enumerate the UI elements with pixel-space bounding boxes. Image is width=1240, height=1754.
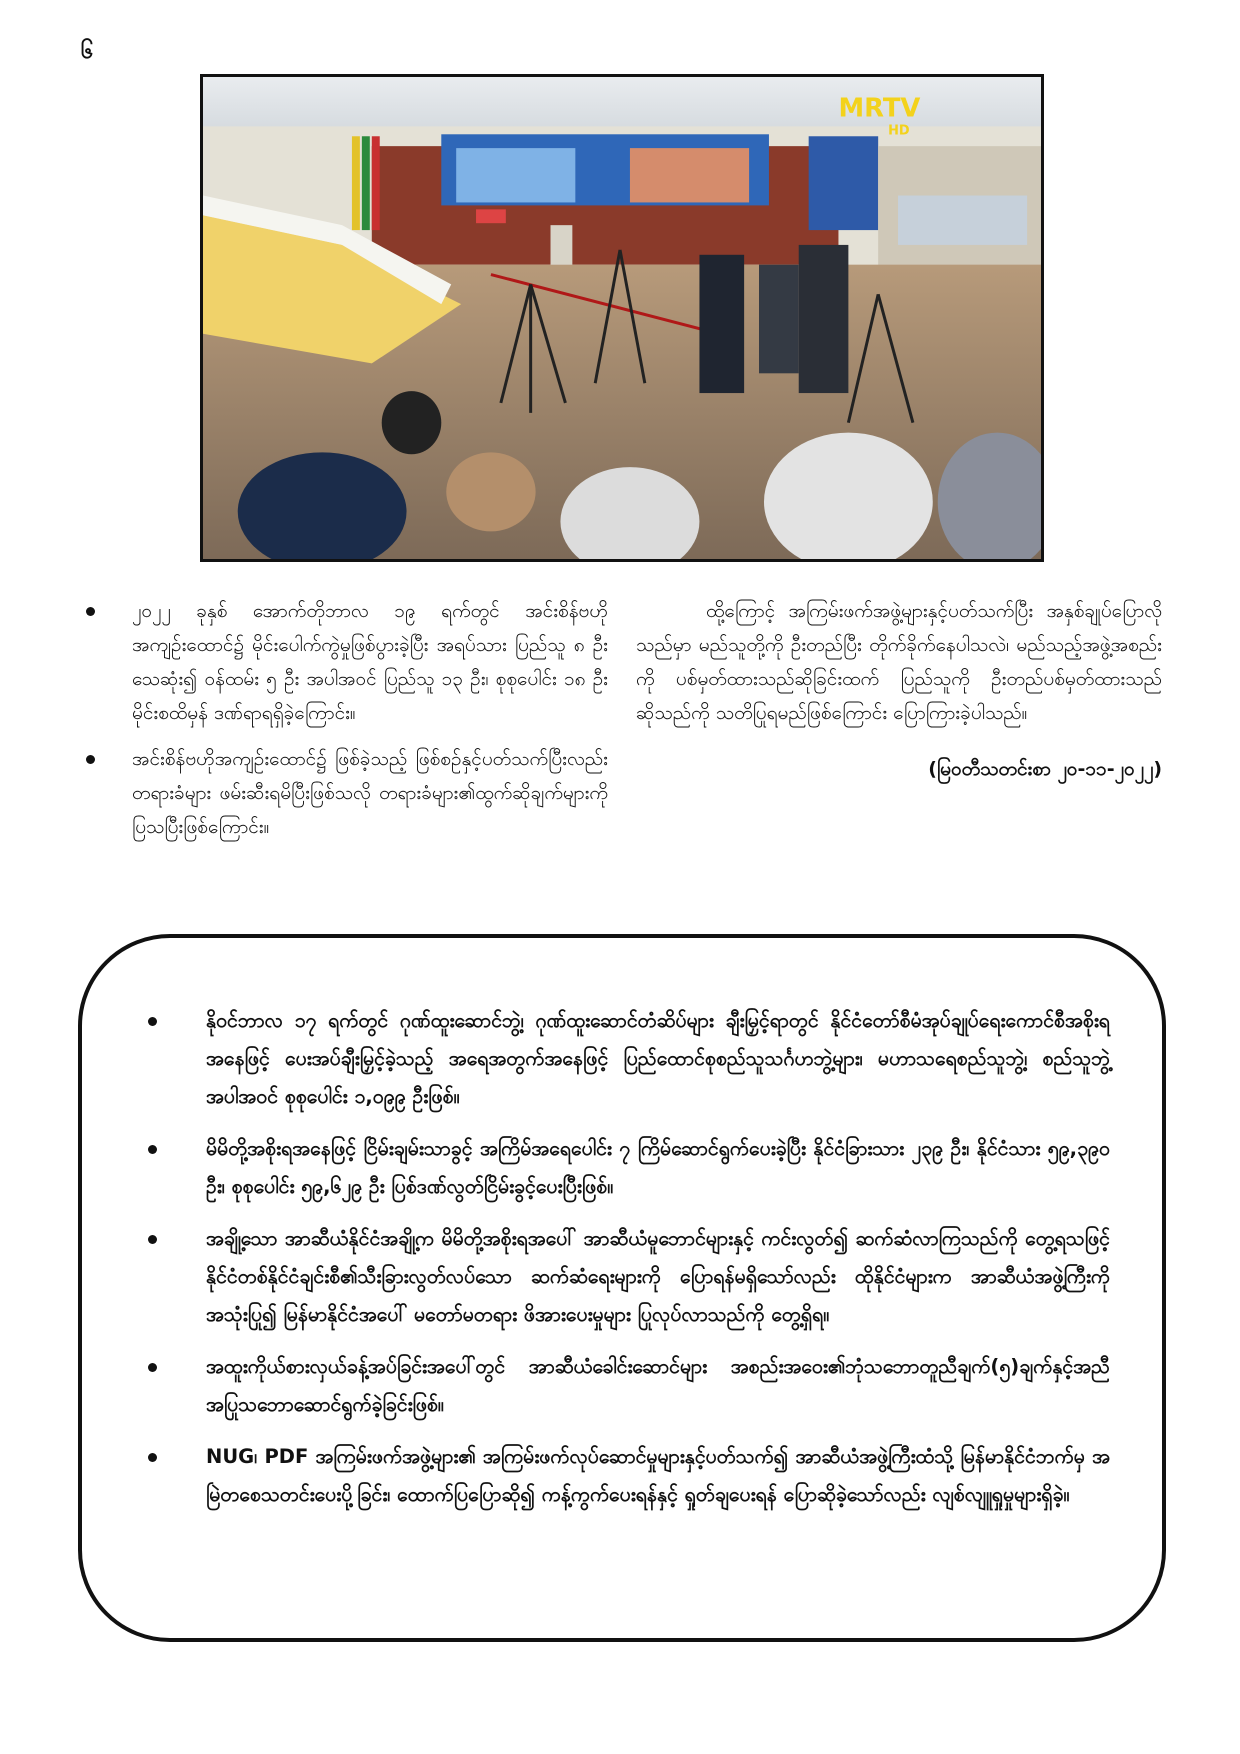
conference-photo (200, 74, 1044, 562)
left-column (80, 594, 608, 856)
bullet-dot-icon (148, 1453, 157, 1462)
summary-bullet-list (82, 938, 1162, 1514)
hd-watermark: HD (888, 123, 910, 139)
bullet-dot-icon (148, 1017, 157, 1026)
bullet-dot-icon (86, 755, 95, 764)
left-bullet-item (80, 742, 608, 844)
summary-bullet-item (146, 1438, 1110, 1514)
bullet-dot-icon (148, 1145, 157, 1154)
summary-bullet-text: NUG၊ PDF အကြမ်းဖက်အဖွဲ့များ၏ အကြမ်းဖက်လုပ်ဆောင်မှုများနှင့်ပတ်သက်၍ အာဆီယံအဖွဲ့ကြီးထံသို့ မြန်မာနိုင်ငံဘက်မှ အမြဲတစေသတင်းပေးပို့ခြင်း၊ ထောက်ပြပြောဆို၍ ကန့်ကွက်ပေးရန်နှင့် ရှုတ်ချပေးရန် ပြောဆိုခဲ့သော်လည်း လျစ်လျူရှုမှုများရှိခဲ့။ (206, 1445, 1110, 1506)
right-column (636, 594, 1162, 786)
source-citation: (မြဝတီသတင်းစာ ၂၀-၁၁-၂၀၂၂) (928, 758, 1162, 780)
mrtv-watermark: MRTV (838, 93, 921, 124)
conference-photo-illustration (203, 77, 1041, 559)
left-bullet-list (80, 594, 608, 844)
summary-bullet-item (146, 1220, 1110, 1334)
summary-box (78, 934, 1166, 1642)
summary-bullet-item (146, 1002, 1110, 1116)
summary-bullet-text: နိုဝင်ဘာလ ၁၇ ရက်တွင် ဂုဏ်ထူးဆောင်ဘွဲ့၊ ဂုဏ်ထူးဆောင်တံဆိပ်များ ချီးမြှင့်ရာတွင် နိုင်ငံတော်စီမံအုပ်ချုပ်ရေးကောင်စီအစိုးရအနေဖြင့် ပေးအပ်ချီးမြှင့်ခဲ့သည့် အရေအတွက်အနေဖြင့် ပြည်ထောင်စုစည်သူသင်္ဂဟဘွဲ့များ၊ မဟာသရေစည်သူဘွဲ့၊ စည်သူဘွဲ့အပါအဝင် စုစုပေါင်း ၁,၀၉၉ ဦးဖြစ်။ (206, 1009, 1110, 1108)
summary-bullet-text: မိမိတို့အစိုးရအနေဖြင့် ငြိမ်းချမ်းသာခွင့် အကြိမ်အရေပေါင်း ၇ ကြိမ်ဆောင်ရွက်ပေးခဲ့ပြီး နိုင်ငံခြားသား ၂၃၉ ဦး၊ နိုင်ငံသား ၅၉,၃၉၀ ဦး၊ စုစုပေါင်း ၅၉,၆၂၉ ဦး ပြစ်ဒဏ်လွတ်ငြိမ်းခွင့်ပေးပြီးဖြစ်။ (206, 1137, 1110, 1198)
summary-bullet-text: အထူးကိုယ်စားလှယ်ခန့်အပ်ခြင်းအပေါ်တွင် အာဆီယံခေါင်းဆောင်များ အစည်းအဝေး၏ဘုံသဘောတူညီချက်(၅)ချက်နှင့်အညီ အပြုသဘောဆောင်ရွက်ခဲ့ခြင်းဖြစ်။ (206, 1355, 1110, 1416)
left-bullet-item (80, 594, 608, 730)
bullet-dot-icon (148, 1235, 157, 1244)
summary-bullet-text: အချို့သော အာဆီယံနိုင်ငံအချို့က မိမိတို့အစိုးရအပေါ် အာဆီယံမူဘောင်များနှင့် ကင်းလွတ်၍ ဆက်ဆံလာကြသည်ကို တွေ့ရသဖြင့် နိုင်ငံတစ်နိုင်ငံချင်းစီ၏သီးခြားလွတ်လပ်သော ဆက်ဆံရေးများကို ပြောရန်မရှိသော်လည်း ထိုနိုင်ငံများက အာဆီယံအဖွဲ့ကြီးကို အသုံးပြု၍ မြန်မာနိုင်ငံအပေါ် မတော်မတရား ဖိအားပေးမှုများ ပြုလုပ်လာသည်ကို တွေ့ရှိရ။ (206, 1227, 1110, 1326)
bullet-dot-icon (148, 1363, 157, 1372)
summary-bullet-item (146, 1348, 1110, 1424)
left-bullet-text: ၂၀၂၂ ခုနှစ် အောက်တိုဘာလ ၁၉ ရက်တွင် အင်းစိန်ဗဟို အကျဉ်းထောင်၌ မိုင်းပေါက်ကွဲမှုဖြစ်ပွားခဲ့ပြီး အရပ်သား ပြည်သူ ၈ ဦးသေဆုံး၍ ဝန်ထမ်း ၅ ဦး အပါအဝင် ပြည်သူ ၁၃ ဦး၊ စုစုပေါင်း ၁၈ ဦး မိုင်းစထိမှန် ဒဏ်ရာရရှိခဲ့ကြောင်း။ (132, 600, 608, 724)
page-number: ၆ (81, 39, 94, 64)
left-bullet-text: အင်းစိန်ဗဟိုအကျဉ်းထောင်၌ ဖြစ်ခဲ့သည့် ဖြစ်စဉ်နှင့်ပတ်သက်ပြီးလည်း တရားခံများ ဖမ်းဆီးရမိပြီးဖြစ်သလို တရားခံများ၏ထွက်ဆိုချက်များကို ပြသပြီးဖြစ်ကြောင်း။ (132, 748, 608, 838)
right-paragraph: ထို့ကြောင့် အကြမ်းဖက်အဖွဲ့များနှင့်ပတ်သက်ပြီး အနှစ်ချုပ်ပြောလိုသည်မှာ မည်သူတို့ကို ဦးတည်ပြီး တိုက်ခိုက်နေပါသလဲ၊ မည်သည့်အဖွဲ့အစည်းကို ပစ်မှတ်ထားသည်ဆိုခြင်းထက် ပြည်သူကို ဦးတည်ပစ်မှတ်ထားသည်ဆိုသည်ကို သတိပြုရမည်ဖြစ်ကြောင်း ပြောကြားခဲ့ပါသည်။ (636, 600, 1162, 724)
bullet-dot-icon (86, 607, 95, 616)
summary-bullet-item (146, 1130, 1110, 1206)
